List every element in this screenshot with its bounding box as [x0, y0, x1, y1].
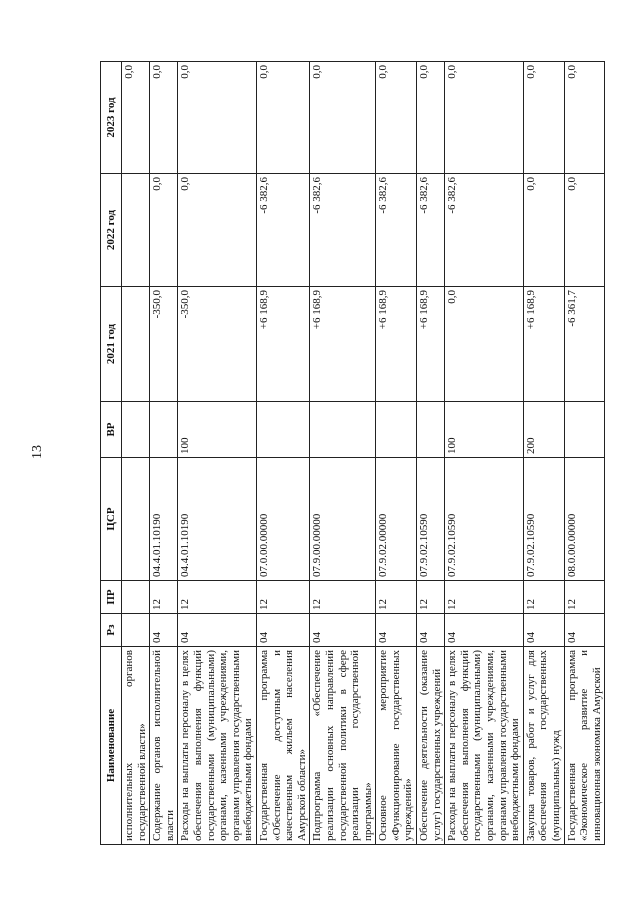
cell-y2022: -6 382,6: [417, 174, 445, 287]
cell-y2021: -6 361,7: [564, 287, 605, 402]
cell-rz: 04: [417, 614, 445, 647]
cell-pr: 12: [445, 581, 524, 614]
header-vr: ВР: [101, 402, 122, 458]
cell-pr: 12: [523, 581, 564, 614]
cell-name: Обеспечение деятельности (оказание услуг) государственных учреждений: [417, 647, 445, 845]
cell-pr: 12: [310, 581, 376, 614]
cell-y2022: -6 382,6: [445, 174, 524, 287]
cell-y2021: +6 168,9: [523, 287, 564, 402]
cell-name: Закупка товаров, работ и услуг для обеспечения государственных (муниципальных) нужд: [523, 647, 564, 845]
cell-name: исполнительных органов государственной власти»: [122, 647, 150, 845]
cell-rz: 04: [256, 614, 309, 647]
cell-y2021: +6 168,9: [310, 287, 376, 402]
cell-y2021: +6 168,9: [376, 287, 417, 402]
cell-vr: 100: [445, 402, 524, 458]
header-2021: 2021 год: [101, 287, 122, 402]
cell-pr: 12: [417, 581, 445, 614]
page-number: 13: [30, 445, 45, 459]
cell-y2023: 0,0: [150, 62, 178, 174]
cell-y2023: 0,0: [445, 62, 524, 174]
cell-csr: 07.9.02.00000: [376, 458, 417, 581]
cell-name: Государственная программа «Обеспечение доступным и качественным жильем населения Амурской области»: [256, 647, 309, 845]
cell-vr: [417, 402, 445, 458]
budget-table: [100, 61, 605, 845]
cell-y2023: 0,0: [122, 62, 150, 174]
cell-csr: 04.4.01.10190: [178, 458, 257, 581]
budget-table-container: [100, 62, 640, 845]
cell-csr: 07.9.02.10590: [445, 458, 524, 581]
cell-pr: 12: [256, 581, 309, 614]
cell-csr: 07.9.02.10590: [523, 458, 564, 581]
cell-vr: [256, 402, 309, 458]
cell-y2023: 0,0: [376, 62, 417, 174]
cell-csr: 08.0.00.00000: [564, 458, 605, 581]
cell-pr: 12: [150, 581, 178, 614]
cell-vr: [122, 402, 150, 458]
cell-y2023: 0,0: [564, 62, 605, 174]
cell-pr: [122, 581, 150, 614]
rotated-table-wrap: [100, 62, 640, 845]
header-2023: 2023 год: [101, 62, 122, 174]
table-row: [564, 62, 605, 845]
cell-y2021: [122, 287, 150, 402]
cell-rz: 04: [178, 614, 257, 647]
cell-rz: 04: [150, 614, 178, 647]
table-row: [523, 62, 564, 845]
cell-y2023: 0,0: [178, 62, 257, 174]
cell-y2021: +6 168,9: [417, 287, 445, 402]
cell-y2022: 0,0: [178, 174, 257, 287]
cell-vr: 100: [178, 402, 257, 458]
cell-y2023: 0,0: [523, 62, 564, 174]
cell-y2021: -350,0: [178, 287, 257, 402]
cell-vr: [564, 402, 605, 458]
cell-name: Основное мероприятие «Функционирование государственных учреждений»: [376, 647, 417, 845]
cell-rz: 04: [376, 614, 417, 647]
cell-y2022: 0,0: [523, 174, 564, 287]
cell-csr: 07.9.00.00000: [310, 458, 376, 581]
cell-vr: [310, 402, 376, 458]
cell-name: Государственная программа «Экономическое развитие и инновационная экономика Амурской: [564, 647, 605, 845]
cell-rz: 04: [445, 614, 524, 647]
table-row: [178, 62, 257, 845]
cell-csr: 04.4.01.10190: [150, 458, 178, 581]
cell-csr: [122, 458, 150, 581]
cell-y2022: -6 382,6: [256, 174, 309, 287]
header-name: Наименование: [101, 647, 122, 845]
cell-vr: 200: [523, 402, 564, 458]
table-body: [122, 62, 605, 845]
cell-y2021: 0,0: [445, 287, 524, 402]
cell-pr: 12: [376, 581, 417, 614]
cell-rz: 04: [310, 614, 376, 647]
cell-pr: 12: [178, 581, 257, 614]
cell-name: Расходы на выплаты персоналу в целях обеспечения выполнения функций государственными (муниципальными) органами, казенными учреждениями, органами управления государственными внебюджетными фондами: [178, 647, 257, 845]
cell-y2023: 0,0: [256, 62, 309, 174]
header-pr: ПР: [101, 581, 122, 614]
cell-pr: 12: [564, 581, 605, 614]
cell-rz: [122, 614, 150, 647]
cell-name: Содержание органов исполнительной власти: [150, 647, 178, 845]
cell-rz: 04: [564, 614, 605, 647]
cell-name: Подпрограмма «Обеспечение реализации основных направлений государственной политики в сфере реализации государственной программы»: [310, 647, 376, 845]
cell-rz: 04: [523, 614, 564, 647]
table-row: [122, 62, 150, 845]
table-row: [417, 62, 445, 845]
cell-y2022: -6 382,6: [310, 174, 376, 287]
cell-y2022: 0,0: [564, 174, 605, 287]
cell-vr: [376, 402, 417, 458]
cell-name: Расходы на выплаты персоналу в целях обеспечения выполнения функций государственными (муниципальными) органами, казенными учреждениями, органами управления государственными внебюджетными фондами: [445, 647, 524, 845]
table-row: [445, 62, 524, 845]
cell-y2023: 0,0: [417, 62, 445, 174]
header-csr: ЦСР: [101, 458, 122, 581]
cell-y2022: [122, 174, 150, 287]
cell-y2022: 0,0: [150, 174, 178, 287]
cell-csr: 07.9.02.10590: [417, 458, 445, 581]
cell-y2021: -350,0: [150, 287, 178, 402]
cell-vr: [150, 402, 178, 458]
table-row: [310, 62, 376, 845]
table-row: [256, 62, 309, 845]
table-row: [150, 62, 178, 845]
cell-y2022: -6 382,6: [376, 174, 417, 287]
header-rz: Рз: [101, 614, 122, 647]
table-row: [376, 62, 417, 845]
table-header-row: [101, 62, 122, 845]
header-2022: 2022 год: [101, 174, 122, 287]
cell-y2021: +6 168,9: [256, 287, 309, 402]
cell-csr: 07.0.00.00000: [256, 458, 309, 581]
cell-y2023: 0,0: [310, 62, 376, 174]
